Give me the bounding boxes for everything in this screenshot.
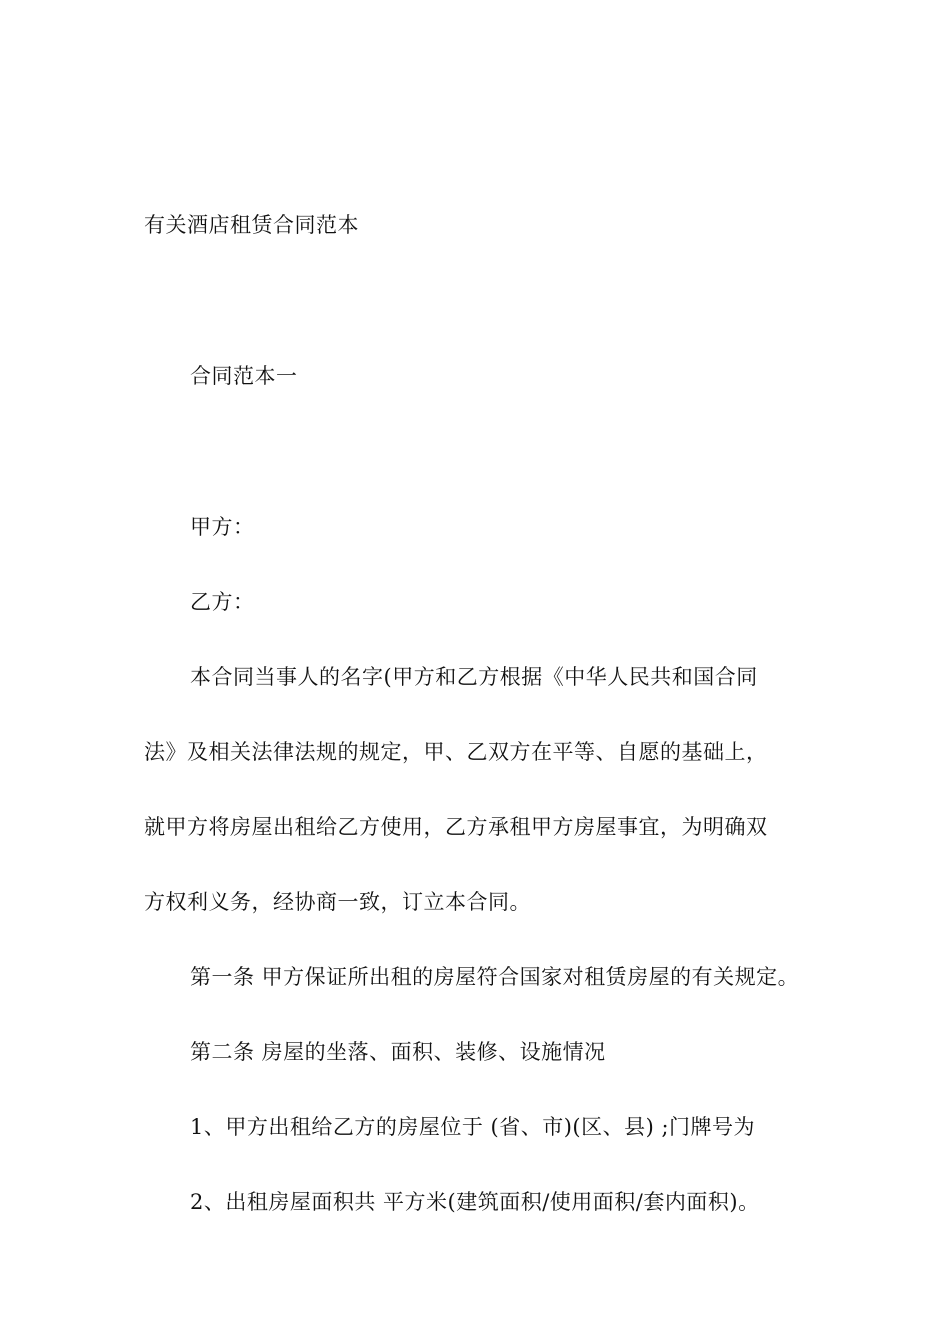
article-2: 第二条 房屋的坐落、面积、装修、设施情况 [190, 1040, 606, 1064]
intro-line-2: 法》及相关法律法规的规定，甲、乙双方在平等、自愿的基础上， [144, 740, 768, 764]
contract-subtitle: 合同范本一 [190, 364, 298, 388]
article-2-item-1: 1、甲方出租给乙方的房屋位于 (省、市)(区、县) ;门牌号为 [190, 1115, 756, 1139]
intro-line-1: 本合同当事人的名字(甲方和乙方根据《中华人民共和国合同 [190, 665, 758, 689]
party-b-label: 乙方： [190, 590, 255, 614]
document-title: 有关酒店租赁合同范本 [144, 213, 359, 237]
article-2-item-2: 2、出租房屋面积共 平方米(建筑面积/使用面积/套内面积)。 [190, 1190, 760, 1214]
intro-line-3: 就甲方将房屋出租给乙方使用，乙方承租甲方房屋事宜，为明确双 [144, 815, 768, 839]
party-a-label: 甲方： [190, 515, 255, 539]
article-1: 第一条 甲方保证所出租的房屋符合国家对租赁房屋的有关规定。 [190, 965, 800, 989]
intro-line-4: 方权利义务，经协商一致，订立本合同。 [144, 890, 531, 914]
